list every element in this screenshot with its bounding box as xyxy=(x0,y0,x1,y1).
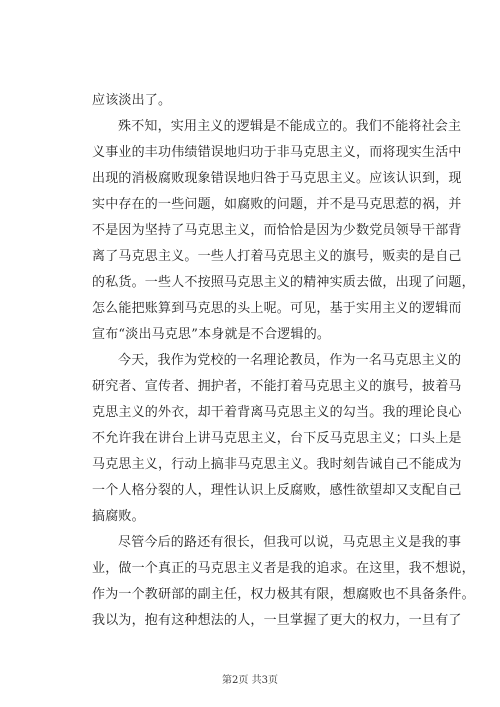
text-line: 离了马克思主义。一些人打着马克思主义的旗号，贩卖的是自己 xyxy=(92,249,462,264)
text-line: 一个人格分裂的人，理性认识上反腐败，感性欲望却又支配自己 xyxy=(92,483,462,498)
text-line: 研究者、宣传者、拥护者，不能打着马克思主义的旗号，披着马 xyxy=(92,379,462,394)
text-line: 义事业的丰功伟绩错误地归功于非马克思主义，而将现实生活中 xyxy=(92,145,462,160)
text-line: 的私货。一些人不按照马克思主义的精神实质去做，出现了问题， xyxy=(92,275,475,290)
page-footer: 第2页 共3页 xyxy=(222,675,278,686)
text-line: 尽管今后的路还有很长，但我可以说，马克思主义是我的事 xyxy=(118,535,462,550)
text-line: 不是因为坚持了马克思主义，而恰恰是因为少数党员领导干部背 xyxy=(92,223,462,238)
text-line: 不允许我在讲台上讲马克思主义，台下反马克思主义；口头上是 xyxy=(92,431,462,446)
text-line: 实中存在的一些问题，如腐败的问题，并不是马克思惹的祸，并 xyxy=(92,197,462,212)
text-line: 作为一个教研部的副主任，权力极其有限，想腐败也不具备条件。 xyxy=(92,587,475,602)
text-line: 宣布“淡出马克思”本身就是不合逻辑的。 xyxy=(92,327,331,342)
text-line: 搞腐败。 xyxy=(92,509,145,524)
text-line: 应该淡出了。 xyxy=(92,93,172,108)
text-line: 怎么能把账算到马克思的头上呢。可见，基于实用主义的逻辑而 xyxy=(92,301,462,316)
text-line: 业，做一个真正的马克思主义者是我的追求。在这里，我不想说， xyxy=(92,561,475,576)
text-line: 克思主义的外衣，却干着背离马克思主义的勾当。我的理论良心 xyxy=(92,405,462,420)
text-line: 今天，我作为党校的一名理论教员，作为一名马克思主义的 xyxy=(118,353,462,368)
text-line: 殊不知，实用主义的逻辑是不能成立的。我们不能将社会主 xyxy=(118,119,462,134)
text-line: 我以为，抱有这种想法的人，一旦掌握了更大的权力，一旦有了 xyxy=(92,613,462,628)
body-text xyxy=(92,88,475,634)
text-line: 出现的消极腐败现象错误地归咎于马克思主义。应该认识到，现 xyxy=(92,171,462,186)
text-line: 马克思主义，行动上搞非马克思主义。我时刻告诫自己不能成为 xyxy=(92,457,462,472)
